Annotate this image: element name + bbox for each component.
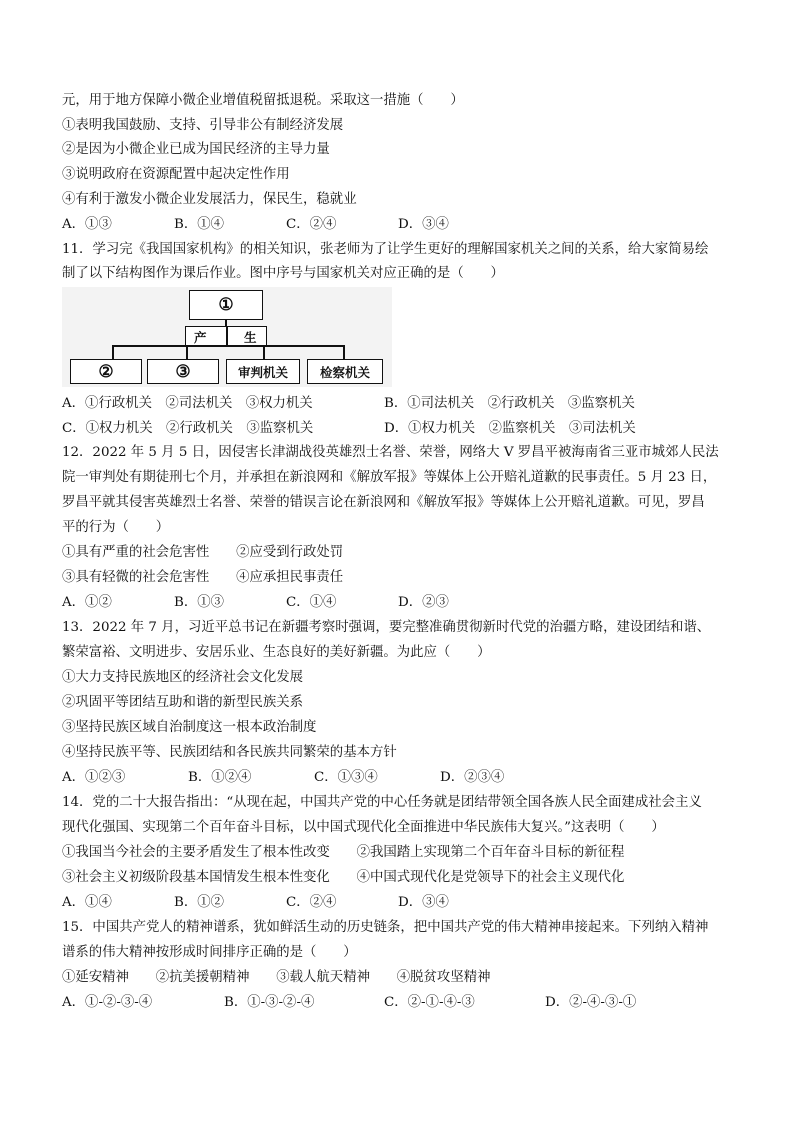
q12-stem-line-1: 12．2022 年 5 月 5 日，因侵害长津湖战役英雄烈士名誉、荣誉，网络大 V 罗昌平被海南省三亚市城郊人民法 — [62, 445, 719, 460]
diagram-drop-2 — [186, 345, 188, 359]
q14-option-b[interactable]: B．①② — [174, 895, 225, 910]
q10-option-c[interactable]: C．②④ — [286, 217, 337, 232]
q13-option-a[interactable]: A．①②③ — [62, 770, 126, 785]
q11-stem-line-1: 11．学习完《我国国家机构》的相关知识，张老师为了让学生更好的理解国家机关之间的关系，给大家简易绘 — [62, 242, 709, 257]
diagram-produce-left: 产 — [194, 330, 207, 345]
q12-items-row-1: ①具有严重的社会危害性 ②应受到行政处罚 — [62, 545, 344, 560]
q14-items-row-2: ③社会主义初级阶段基本国情发生根本性变化 ④中国式现代化是党领导下的社会主义现代化 — [62, 870, 625, 885]
q13-stem-line-2: 繁荣富裕、文明进步、安居乐业、生态良好的美好新疆。为此应（ ） — [62, 645, 491, 660]
q14-option-c[interactable]: C．②④ — [286, 895, 337, 910]
q13-option-b[interactable]: B．①②④ — [188, 770, 252, 785]
diagram-box-2: ② — [70, 359, 142, 384]
q12-stem-line-4: 平的行为（ ） — [62, 520, 170, 535]
q12-option-c[interactable]: C．①④ — [286, 595, 337, 610]
q10-stem: 元，用于地方保障小微企业增值税留抵退税。采取这一措施（ ） — [62, 93, 464, 108]
q11-stem-line-2: 制了以下结构图作为课后作业。图中序号与国家机关对应正确的是（ ） — [62, 266, 504, 281]
q14-option-d[interactable]: D．③④ — [398, 895, 449, 910]
q15-items-row: ①延安精神 ②抗美援朝精神 ③载人航天精神 ④脱贫攻坚精神 — [62, 970, 491, 985]
q10-option-d[interactable]: D．③④ — [398, 217, 449, 232]
q11-option-a[interactable]: A．①行政机关 ②司法机关 ③权力机关 — [62, 396, 313, 411]
q14-items-row-1: ①我国当今社会的主要矛盾发生了根本性改变 ②我国踏上实现第二个百年奋斗目标的新征程 — [62, 845, 625, 860]
q13-item-2: ②巩固平等团结互助和谐的新型民族关系 — [62, 695, 304, 710]
state-organ-diagram — [62, 287, 392, 387]
q15-option-a[interactable]: A．①-②-③-④ — [62, 995, 153, 1010]
diagram-drop-4 — [343, 345, 345, 359]
diagram-drop-3 — [263, 345, 265, 359]
q13-item-3: ③坚持民族区域自治制度这一根本政治制度 — [62, 720, 317, 735]
q10-item-2: ②是因为小微企业已成为国民经济的主导力量 — [62, 142, 330, 157]
q12-stem-line-3: 罗昌平就其侵害英雄烈士名誉、荣誉的错误言论在新浪网和《解放军报》等媒体上公开赔礼道歉。可见，罗昌 — [62, 495, 705, 510]
diagram-box-3: ③ — [147, 359, 219, 384]
q15-stem-line-2: 谱系的伟大精神按形成时间排序正确的是（ ） — [62, 945, 357, 960]
diagram-bus — [112, 345, 345, 347]
q12-option-a[interactable]: A．①② — [62, 595, 112, 610]
q10-option-b[interactable]: B．①④ — [174, 217, 225, 232]
q14-stem-line-2: 现代化强国、实现第二个百年奋斗目标，以中国式现代化全面推进中华民族伟大复兴。”这表明（ ） — [62, 820, 665, 835]
q13-item-4: ④坚持民族平等、民族团结和各民族共同繁荣的基本方针 — [62, 745, 397, 760]
q14-stem-line-1: 14．党的二十大报告指出：“从现在起，中国共产党的中心任务就是团结带领全国各族人民全面建成社会主义 — [62, 795, 702, 810]
diagram-drop-1 — [112, 345, 114, 359]
q10-item-1: ①表明我国鼓励、支持、引导非公有制经济发展 — [62, 118, 344, 133]
q13-option-c[interactable]: C．①③④ — [314, 770, 378, 785]
diagram-produce-box — [185, 326, 267, 346]
q13-stem-line-1: 13．2022 年 7 月，习近平总书记在新疆考察时强调，要完整准确贯彻新时代党的治疆方略，建设团结和谐、 — [62, 620, 711, 635]
q13-option-d[interactable]: D．②③④ — [440, 770, 505, 785]
q11-option-d[interactable]: D．①权力机关 ②监察机关 ③司法机关 — [384, 421, 636, 436]
q12-option-b[interactable]: B．①③ — [174, 595, 225, 610]
diagram-box-court: 审判机关 — [226, 359, 300, 384]
q15-option-c[interactable]: C．②-①-④-③ — [384, 995, 475, 1010]
q10-option-a[interactable]: A．①③ — [62, 217, 112, 232]
q11-option-b[interactable]: B．①司法机关 ②行政机关 ③监察机关 — [384, 396, 635, 411]
q12-option-d[interactable]: D．②③ — [398, 595, 449, 610]
q14-option-a[interactable]: A．①④ — [62, 895, 112, 910]
diagram-box-procuratorate: 检察机关 — [307, 359, 383, 384]
diagram-box-1: ① — [189, 290, 263, 320]
diagram-produce-right: 生 — [244, 330, 257, 345]
q15-option-d[interactable]: D．②-④-③-① — [545, 995, 637, 1010]
q12-stem-line-2: 院一审判处有期徒刑七个月，并承担在新浪网和《解放军报》等媒体上公开赔礼道歉的民事责任。5 月 23 日， — [62, 470, 717, 485]
q13-item-1: ①大力支持民族地区的经济社会文化发展 — [62, 670, 304, 685]
q11-option-c[interactable]: C．①权力机关 ②行政机关 ③监察机关 — [62, 421, 314, 436]
diagram-produce-divider — [226, 327, 228, 345]
q15-stem-line-1: 15．中国共产党人的精神谱系，犹如鲜活生动的历史链条，把中国共产党的伟大精神串接起来。下列纳入精神 — [62, 920, 709, 935]
q10-item-3: ③说明政府在资源配置中起决定性作用 — [62, 167, 290, 182]
q10-item-4: ④有利于激发小微企业发展活力，保民生，稳就业 — [62, 192, 357, 207]
q12-items-row-2: ③具有轻微的社会危害性 ④应承担民事责任 — [62, 570, 344, 585]
q15-option-b[interactable]: B．①-③-②-④ — [224, 995, 315, 1010]
